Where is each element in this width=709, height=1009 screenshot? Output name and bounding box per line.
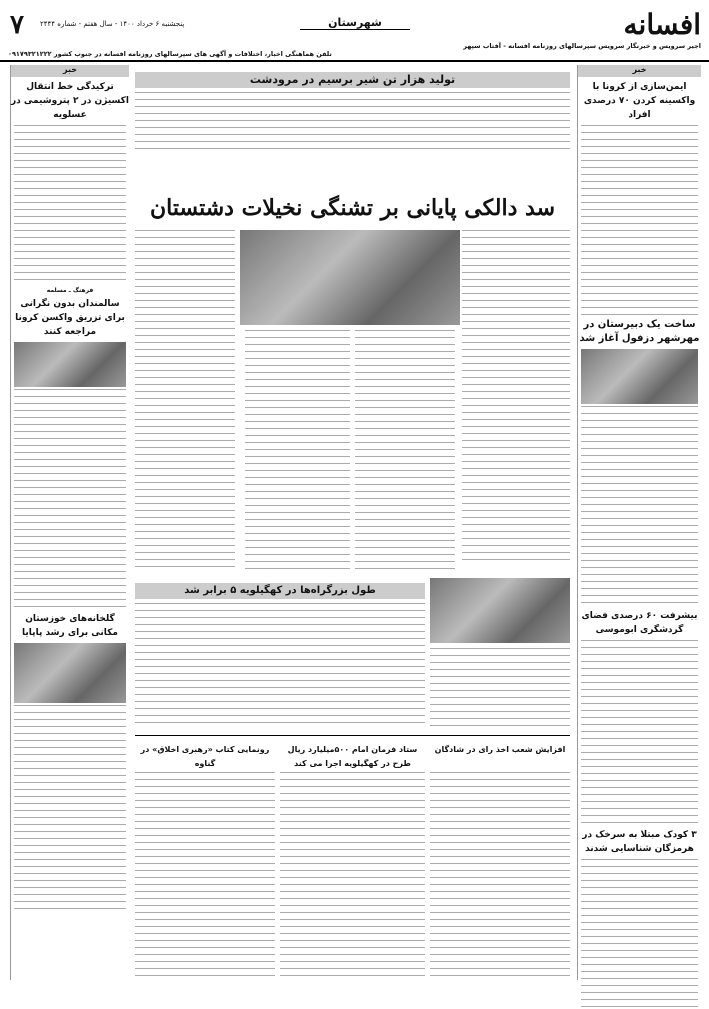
right-article-1-text: [581, 125, 698, 315]
main-article-col-2: [355, 330, 455, 570]
slogan: اجیر سرویس و خبرنگار سرویس سپرسالهای روزنامه افسانه - آفتاب سپهر: [463, 42, 701, 50]
bottom-article-1: [135, 772, 275, 977]
bottom-headline-3: افزایش شعب اخذ رای در شادگان: [434, 745, 566, 754]
top-banner-text: [135, 92, 570, 150]
right-article-3-text: [581, 640, 698, 825]
top-banner-headline: تولید هزار تن شیر برسیم در مرودشت: [135, 72, 570, 88]
road-headline: طول بزرگراه‌ها در کهگیلویه ۵ برابر شد: [135, 583, 425, 599]
right-headline-1: ایمن‌سازی از کرونا با واکسینه کردن ۷۰ درصدی افراد: [583, 82, 696, 120]
left-headline-2: سالمندان بدون نگرانی برای تزریق واکسن کرونا مراجعه کنند: [15, 299, 125, 337]
page-number: ۷: [10, 10, 24, 40]
right-headline-2: ساخت یک دبیرستان در مهرشهر دزفول آغاز شد: [579, 319, 700, 344]
right-photo-1: [581, 349, 698, 404]
right-article-2-text: [581, 406, 698, 606]
left-headline-3: گلخانه‌های خوزستان مکانی برای رشد پاپایا: [22, 614, 118, 638]
left-photo-2: [14, 643, 126, 703]
right-tag: خبر: [578, 65, 701, 77]
bottom-divider: [135, 735, 570, 736]
road-article-col-2: [135, 603, 425, 728]
main-article-col-1: [462, 230, 570, 565]
bottom-article-2: [280, 772, 425, 977]
left-article-1-text: [14, 125, 126, 285]
left-article-3-text: [14, 705, 126, 915]
left-photo-1: [14, 342, 126, 387]
bottom-headline-1: رونمایی کتاب «رهبری اخلاق» در گناوه: [140, 745, 270, 768]
road-photo: [430, 578, 570, 643]
left-subhead: فرهنگ ـ مسلمه: [46, 287, 94, 294]
section-title: شهرستان: [300, 16, 410, 30]
newspaper-logo: افسانه: [623, 8, 701, 41]
contact-line: تلفن هماهنگی اخبار، اختلافات و آگهی های سپرسالهای روزنامه افسانه در جنوب کشور ۰۹۱۷۹۳۲۱۲۲۲: [8, 50, 332, 58]
main-article-col-4: [135, 230, 235, 570]
issue-line: پنجشنبه ۶ خرداد ۱۴۰۰ - سال هفتم - شماره ۲۴۴۴: [40, 20, 185, 28]
masthead: [0, 0, 709, 62]
road-article-col-1: [430, 648, 570, 728]
right-headline-3: بیشرفت ۶۰ درصدی فضای گردشگری ابوموسی: [581, 611, 698, 635]
right-column: [577, 65, 701, 980]
right-headline-4: ۳ کودک مبتلا به سرخک در هرمزگان شناسایی شدند: [582, 830, 697, 854]
left-article-2-text: [14, 389, 126, 609]
left-column: [10, 65, 129, 980]
bottom-headline-2: ستاد فرمان امام ۵۰۰میلیارد ریال طرح در کهگیلویه اجرا می کند: [287, 745, 418, 768]
left-headline-1: ترکیدگی خط انتقال اکسیژن در ۲ پتروشیمی در عسلویه: [11, 82, 129, 120]
left-tag: خبر: [11, 65, 129, 77]
main-article-col-3: [245, 330, 350, 570]
bottom-article-3: [430, 772, 570, 977]
dam-photo: [240, 230, 460, 325]
main-headline: سد دالکی پایانی بر تشنگی نخیلات دشتستان: [149, 195, 556, 221]
